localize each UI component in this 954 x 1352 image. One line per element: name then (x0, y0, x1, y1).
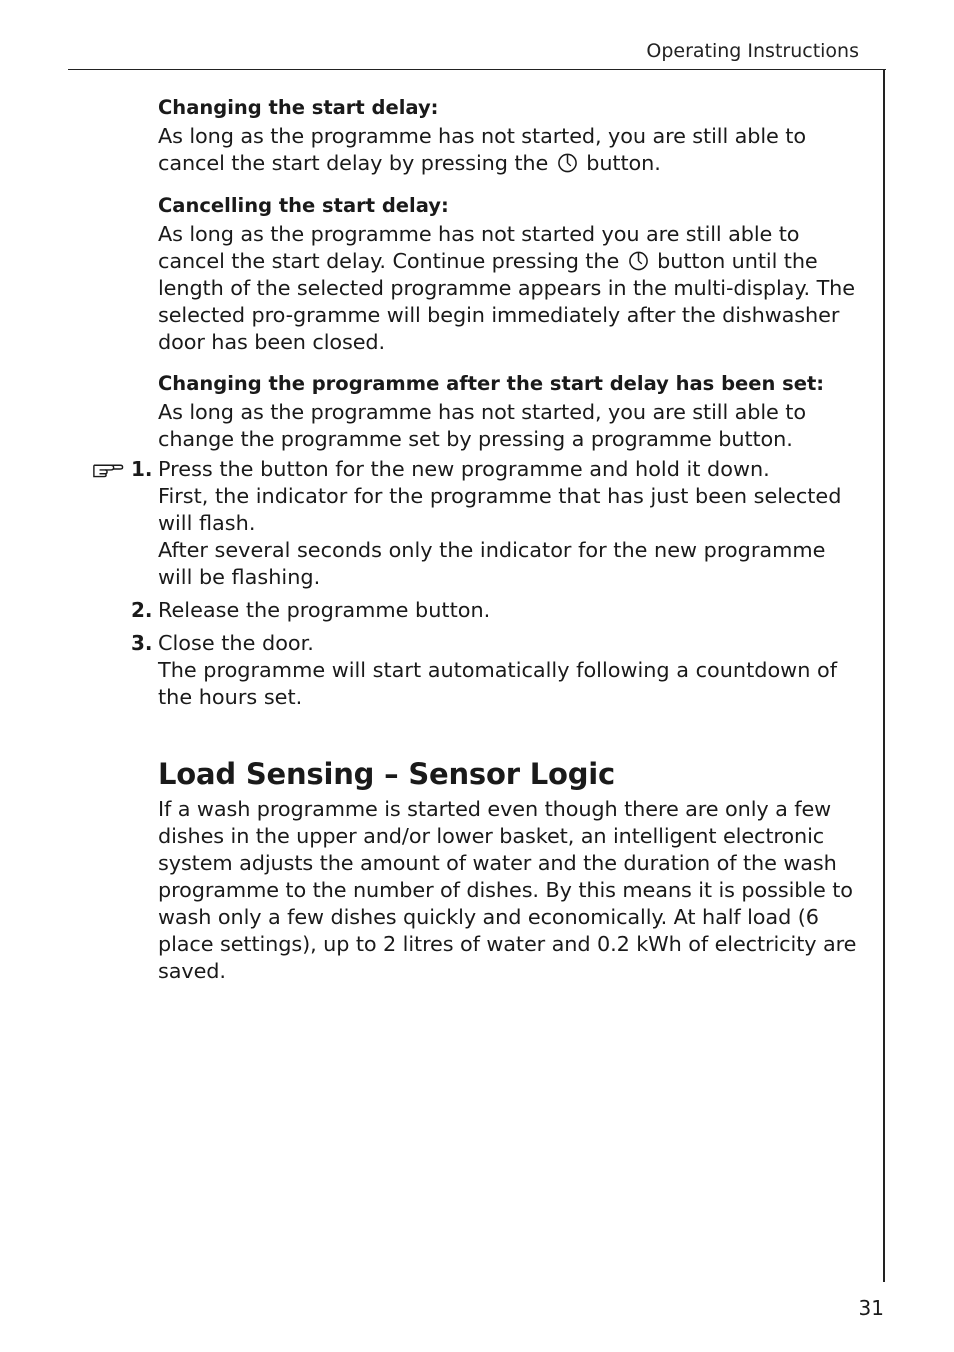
step-1 (131, 456, 858, 591)
changing-start-delay-text-a: As long as the programme has not started, you are still able to cancel the start delay by pressing the (158, 124, 806, 175)
right-margin-rule (883, 69, 885, 1282)
cancelling-start-delay-text-b: button until the length of the selected programme appears in the multi-display. The selected pro-gramme will begin immediately after the dishwasher door has been closed. (158, 249, 855, 354)
cancelling-start-delay-block (158, 192, 858, 356)
load-sensing-title: Load Sensing – Sensor Logic (158, 757, 615, 791)
cancelling-start-delay-text-a: As long as the programme has not started you are still able to cancel the start delay. Continue pressing the (158, 222, 800, 273)
page-content (131, 94, 858, 985)
header-title: Operating Instructions (646, 40, 859, 62)
changing-start-delay-block (158, 94, 858, 177)
step-3-line-1: Close the door. (158, 631, 314, 655)
cancelling-start-delay-heading: Cancelling the start delay: (158, 194, 449, 217)
step-2-line-1: Release the programme button. (158, 598, 491, 622)
changing-programme-block (158, 370, 858, 453)
step-2 (131, 597, 858, 624)
step-2-number: 2. (131, 598, 153, 622)
changing-start-delay-heading: Changing the start delay: (158, 96, 439, 119)
load-sensing-text: If a wash programme is started even though there are only a few dishes in the upper and/or lower basket, an intelligent electronic system adjusts the amount of water and the duration of the wash programme to the number of dishes. By this means it is possible to wash only a few dishes quickly and economically. At half load (6 place settings), up to 2 litres of water and 0.2 kWh of electricity are saved. (158, 797, 857, 983)
cancelling-start-delay-text (158, 221, 858, 356)
step-1-line-1: Press the button for the new programme and hold it down. (158, 457, 770, 481)
changing-programme-text: As long as the programme has not started, you are still able to change the programme set by pressing a programme button. (158, 400, 806, 451)
changing-start-delay-text-b: button. (586, 151, 661, 175)
step-1-line-2: First, the indicator for the programme that has just been selected will flash. (158, 484, 842, 535)
step-3-number: 3. (131, 631, 153, 655)
steps-list (131, 456, 858, 711)
step-1-line-3: After several seconds only the indicator for the new programme will be flashing. (158, 538, 826, 589)
pointing-hand-icon (92, 458, 124, 480)
page-number: 31 (858, 1296, 884, 1320)
changing-start-delay-text (158, 123, 858, 177)
step-1-number: 1. (131, 457, 153, 481)
changing-programme-heading: Changing the programme after the start delay has been set: (158, 372, 825, 395)
timer-icon (557, 152, 578, 173)
step-3 (131, 630, 858, 711)
header-divider (68, 69, 886, 70)
step-3-line-2: The programme will start automatically following a countdown of the hours set. (158, 658, 838, 709)
timer-icon (628, 250, 649, 271)
